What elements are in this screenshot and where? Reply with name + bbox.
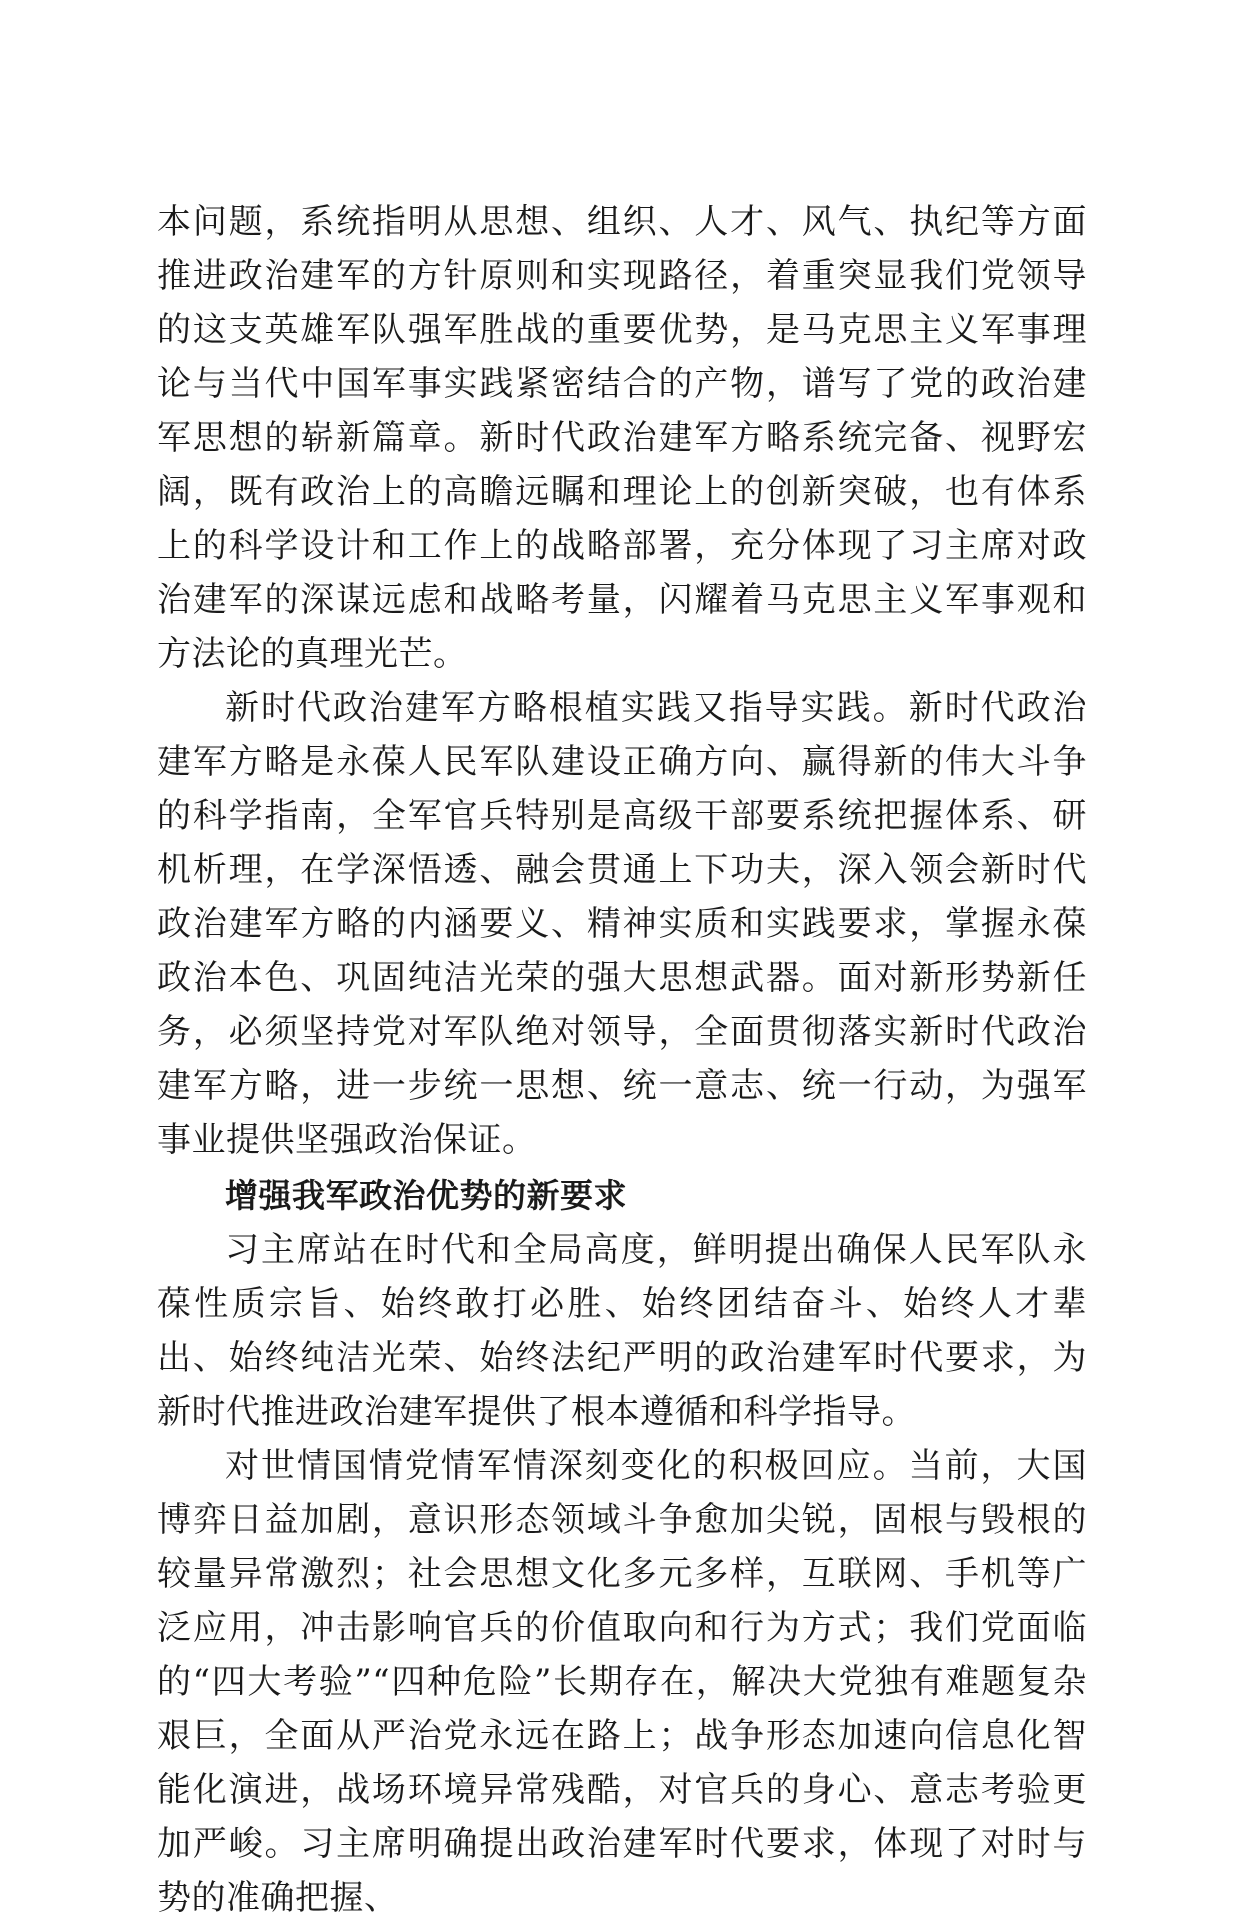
section-paragraph: 习主席站在时代和全局高度，鲜明提出确保人民军队永葆性质宗旨、始终敢打必胜、始终团结奋斗、始终人才辈出、始终纯洁光荣、始终法纪严明的政治建军时代要求，为新时代推进政治建军提供了根本遵循和科学指导。	[157, 1230, 1087, 1432]
section-paragraph: 对世情国情党情军情深刻变化的积极回应。当前，大国博弈日益加剧，意识形态领域斗争愈加尖锐，固根与毁根的较量异常激烈；社会思想文化多元多样，互联网、手机等广泛应用，冲击影响官兵的价值取向和行为方式；我们党面临的“四大考验”“四种危险”长期存在，解决大党独有难题复杂艰巨，全面从严治党永远在路上；战争形态加速向信息化智能化演进，战场环境异常残酷，对官兵的身心、意志考验更加严峻。习主席明确提出政治建军时代要求，体现了对时与势的准确把握、	[157, 1446, 1087, 1918]
body-paragraph-continued: 本问题，系统指明从思想、组织、人才、风气、执纪等方面推进政治建军的方针原则和实现路径，着重突显我们党领导的这支英雄军队强军胜战的重要优势，是马克思主义军事理论与当代中国军事实践紧密结合的产物，谱写了党的政治建军思想的崭新篇章。新时代政治建军方略系统完备、视野宏阔，既有政治上的高瞻远瞩和理论上的创新突破，也有体系上的科学设计和工作上的战略部署，充分体现了习主席对政治建军的深谋远虑和战略考量，闪耀着马克思主义军事观和方法论的真理光芒。	[157, 202, 1087, 674]
document-body	[157, 195, 1087, 1925]
body-paragraph: 新时代政治建军方略根植实践又指导实践。新时代政治建军方略是永葆人民军队建设正确方向、赢得新的伟大斗争的科学指南，全军官兵特别是高级干部要系统把握体系、研机析理，在学深悟透、融会贯通上下功夫，深入领会新时代政治建军方略的内涵要义、精神实质和实践要求，掌握永葆政治本色、巩固纯洁光荣的强大思想武器。面对新形势新任务，必须坚持党对军队绝对领导，全面贯彻落实新时代政治建军方略，进一步统一思想、统一意志、统一行动，为强军事业提供坚强政治保证。	[157, 688, 1087, 1160]
section-heading: 增强我军政治优势的新要求	[225, 1176, 627, 1215]
